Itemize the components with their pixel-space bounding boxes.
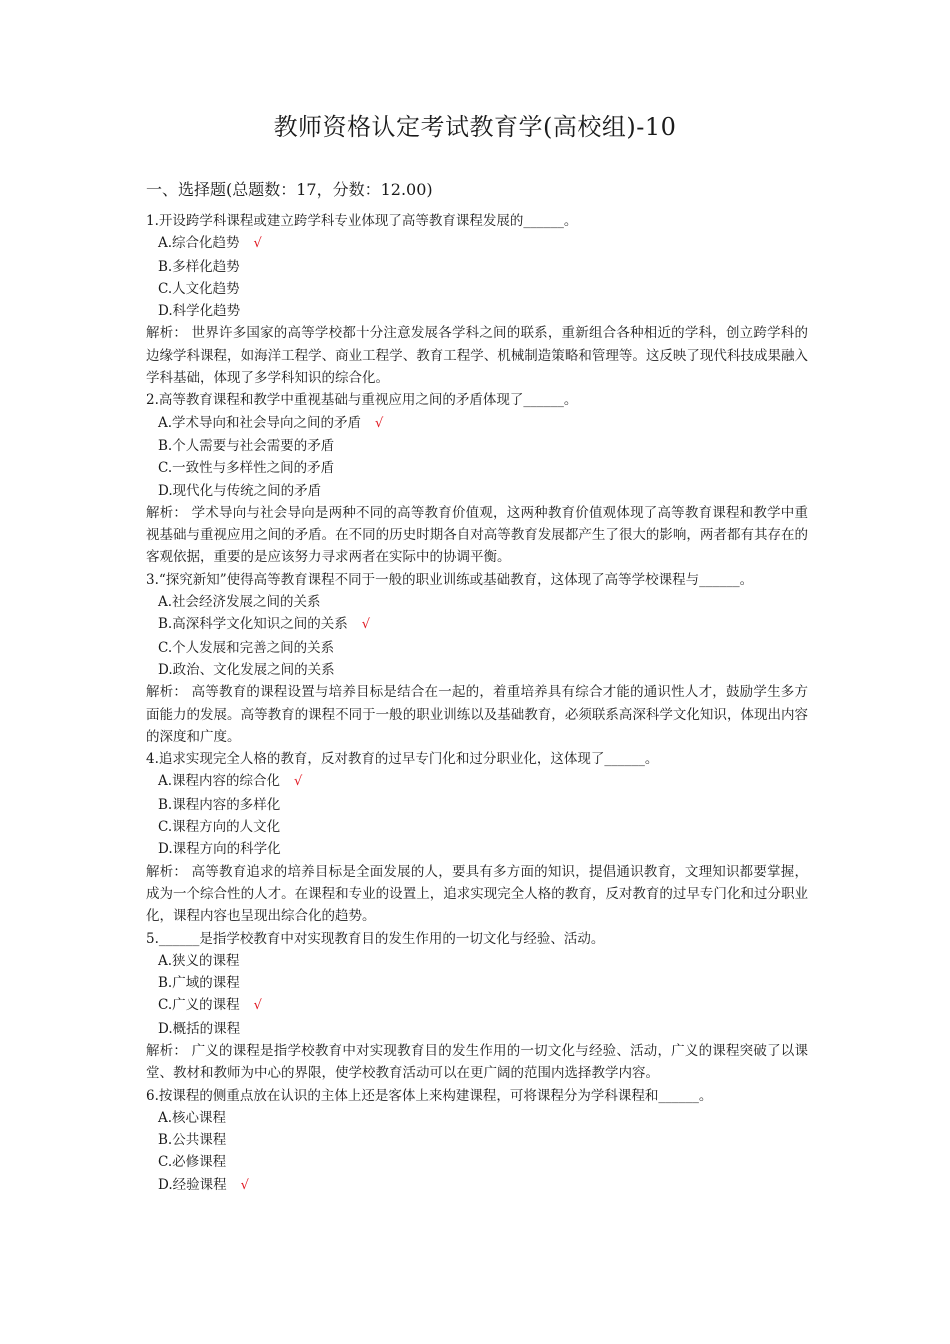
question-block	[146, 748, 808, 927]
correct-check-icon: √	[361, 617, 371, 633]
option-label: B.公共课程	[158, 1132, 227, 1149]
answer-option	[146, 1151, 808, 1173]
question-block	[146, 210, 808, 389]
option-label: D.课程方向的科学化	[158, 841, 281, 858]
question-stem: 2.高等教育课程和教学中重视基础与重视应用之间的矛盾体现了______。	[146, 392, 578, 409]
answer-option	[146, 300, 808, 322]
option-label: D.政治、文化发展之间的关系	[158, 661, 335, 678]
answer-option	[146, 412, 808, 435]
answer-option	[146, 1174, 808, 1197]
answer-option	[146, 637, 808, 659]
answer-option	[146, 816, 808, 838]
answer-option	[146, 591, 808, 613]
answer-option	[146, 794, 808, 816]
answer-option	[146, 278, 808, 300]
option-label: B.个人需要与社会需要的矛盾	[158, 437, 335, 454]
correct-check-icon: √	[240, 1177, 249, 1193]
answer-analysis: 解析： 广义的课程是指学校教育中对实现教育目的发生作用的一切文化与经验、活动，广义的课程突破了以课堂、教材和教师为中心的界限，使学校教育活动可以在更广阔的范围内选择教学内容。	[146, 1042, 808, 1082]
option-label: A.狭义的课程	[158, 952, 240, 969]
question-block	[146, 1085, 808, 1197]
question-block	[146, 389, 808, 568]
option-label: B.广域的课程	[158, 975, 240, 992]
question-stem: 5.______是指学校教育中对实现教育目的发生作用的一切文化与经验、活动。	[146, 930, 605, 947]
option-label: C.课程方向的人文化	[158, 819, 281, 836]
answer-option	[146, 1107, 808, 1129]
option-label: D.概括的课程	[158, 1020, 241, 1037]
correct-check-icon: √	[294, 774, 303, 790]
option-label: B.高深科学文化知识之间的关系	[158, 616, 348, 633]
answer-option	[146, 950, 808, 972]
correct-check-icon: √	[375, 415, 384, 431]
option-label: A.社会经济发展之间的关系	[158, 594, 321, 611]
question-stem: 4.追求实现完全人格的教育，反对教育的过早专门化和过分职业化，这体现了______。	[146, 751, 659, 768]
correct-check-icon: √	[253, 998, 262, 1014]
question-block	[146, 569, 808, 748]
answer-option	[146, 232, 808, 255]
answer-option	[146, 1018, 808, 1040]
question-stem: 3.“探究新知”使得高等教育课程不同于一般的职业训练或基础教育，这体现了高等学校课程与______。	[146, 571, 754, 588]
option-label: B.课程内容的多样化	[158, 796, 281, 813]
option-label: C.个人发展和完善之间的关系	[158, 639, 335, 656]
option-label: C.必修课程	[158, 1154, 227, 1171]
answer-option	[146, 256, 808, 278]
question-stem: 6.按课程的侧重点放在认识的主体上还是客体上来构建课程，可将课程分为学科课程和______。	[146, 1087, 713, 1104]
question-block	[146, 928, 808, 1085]
option-label: A.核心课程	[158, 1109, 227, 1126]
option-label: D.科学化趋势	[158, 303, 241, 320]
option-label: C.人文化趋势	[158, 280, 240, 297]
question-stem: 1.开设跨学科课程或建立跨学科专业体现了高等教育课程发展的______。	[146, 213, 578, 229]
option-label: A.课程内容的综合化	[158, 773, 281, 790]
option-label: C.广义的课程	[158, 997, 240, 1014]
answer-option	[146, 972, 808, 994]
answer-option	[146, 770, 808, 793]
answer-option	[146, 613, 808, 636]
answer-analysis: 解析： 高等教育的课程设置与培养目标是结合在一起的，着重培养具有综合才能的通识性人才，鼓励学生多方面能力的发展。高等教育的课程不同于一般的职业训练以及基础教育，必须联系高深科学文化知识，体现出内容的深度和广度。	[146, 684, 808, 745]
answer-option	[146, 480, 808, 502]
option-label: B.多样化趋势	[158, 258, 240, 275]
option-label: A.学术导向和社会导向之间的矛盾	[158, 414, 362, 431]
answer-option	[146, 457, 808, 479]
answer-option	[146, 659, 808, 681]
option-label: A.综合化趋势	[158, 235, 240, 252]
option-label: D.经验课程	[158, 1176, 227, 1193]
answer-analysis: 解析： 高等教育追求的培养目标是全面发展的人，要具有多方面的知识，提倡通识教育，文理知识都要掌握，成为一个综合性的人才。在课程和专业的设置上，追求实现完全人格的教育，反对教育的过早专门化和过分职业化，课程内容也呈现出综合化的趋势。	[146, 863, 808, 925]
answer-analysis: 解析： 世界许多国家的高等学校都十分注意发展各学科之间的联系，重新组合各种相近的学科，创立跨学科的边缘学科课程，如海洋工程学、商业工程学、教育工程学、机械制造策略和管理等。这反映了现代科技成果融入学科基础，体现了多学科知识的综合化。	[146, 325, 808, 387]
answer-analysis: 解析： 学术导向与社会导向是两种不同的高等教育价值观，这两种教育价值观体现了高等教育课程和教学中重视基础与重视应用之间的矛盾。在不同的历史时期各自对高等教育发展都产生了很大的影响，两者都有其存在的客观依据，重要的是应该努力寻求两者在实际中的协调平衡。	[146, 504, 808, 566]
answer-option	[146, 838, 808, 860]
answer-option	[146, 435, 808, 457]
option-label: D.现代化与传统之间的矛盾	[158, 482, 322, 499]
document-title: 教师资格认定考试教育学(高校组)-10	[273, 113, 677, 141]
question-list	[146, 210, 808, 1197]
correct-check-icon: √	[253, 236, 262, 252]
option-label: C.一致性与多样性之间的矛盾	[158, 460, 335, 477]
answer-option	[146, 994, 808, 1017]
section-heading: 一、选择题(总题数：17，分数：12.00)	[146, 180, 433, 199]
answer-option	[146, 1129, 808, 1151]
